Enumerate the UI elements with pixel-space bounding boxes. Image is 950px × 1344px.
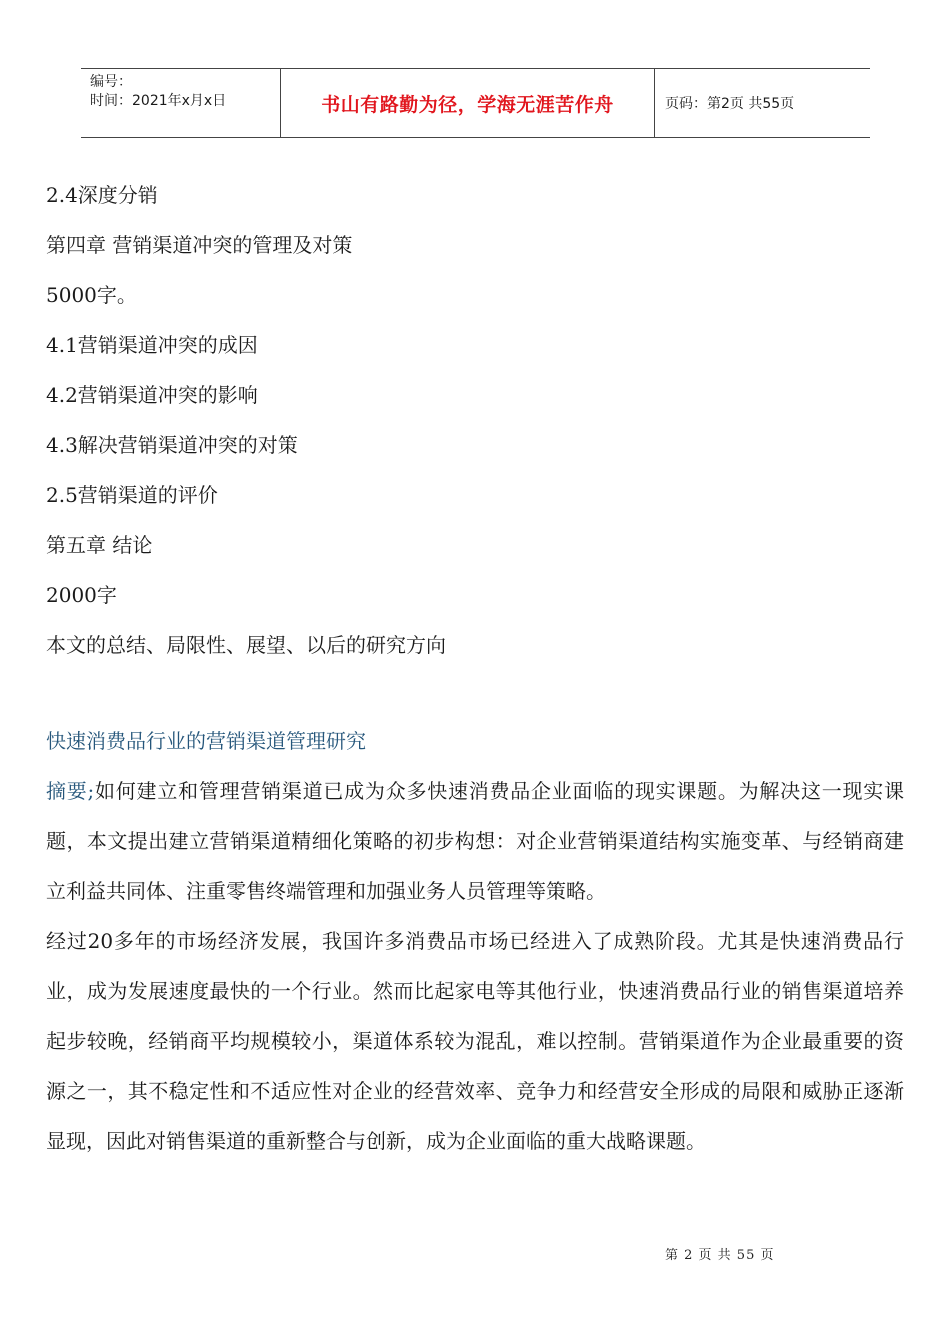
outline-item: 第五章 结论 bbox=[46, 533, 153, 557]
header-page-info: 页码：第2页 共55页 bbox=[665, 96, 795, 112]
outline-list bbox=[46, 170, 906, 670]
section-title: 快速消费品行业的营销渠道管理研究 bbox=[46, 729, 366, 753]
outline-item: 4.1营销渠道冲突的成因 bbox=[46, 333, 258, 357]
body-paragraph: 经过20多年的市场经济发展，我国许多消费品市场已经进入了成熟阶段。尤其是快速消费品行业，成为发展速度最快的一个行业。然而比起家电等其他行业，快速消费品行业的销售渠道培养起步较晚，经销商平均规模较小，渠道体系较为混乱，难以控制。营销渠道作为企业最重要的资源之一，其不稳定性和不适应性对企业的经营效率、竞争力和经营安全形成的局限和威胁正逐渐显现，因此对销售渠道的重新整合与创新，成为企业面临的重大战略课题。 bbox=[46, 929, 904, 1153]
outline-item: 4.2营销渠道冲突的影响 bbox=[46, 383, 258, 407]
outline-item: 第四章 营销渠道冲突的管理及对策 bbox=[46, 233, 353, 257]
outline-item: 2000字 bbox=[46, 583, 117, 607]
outline-item: 本文的总结、局限性、展望、以后的研究方向 bbox=[46, 633, 446, 657]
document-date: 时间：2021年x月x日 bbox=[90, 93, 227, 109]
outline-item: 2.5营销渠道的评价 bbox=[46, 483, 218, 507]
abstract-text: 如何建立和管理营销渠道已成为众多快速消费品企业面临的现实课题。为解决这一现实课题，本文提出建立营销渠道精细化策略的初步构想：对企业营销渠道结构实施变革、与经销商建立利益共同体、注重零售终端管理和加强业务人员管理等策略。 bbox=[46, 779, 904, 903]
header-meta bbox=[81, 69, 281, 137]
abstract-paragraph bbox=[46, 766, 904, 916]
outline-item: 4.3解决营销渠道冲突的对策 bbox=[46, 433, 298, 457]
abstract-label: 摘要; bbox=[46, 779, 95, 803]
page-footer: 第 2 页 共 55 页 bbox=[665, 1248, 775, 1263]
header-motto: 书山有路勤为径，学海无涯苦作舟 bbox=[281, 69, 655, 137]
outline-item: 2.4深度分销 bbox=[46, 183, 158, 207]
outline-item: 5000字。 bbox=[46, 283, 137, 307]
page-header bbox=[81, 68, 870, 138]
document-number-label: 编号： bbox=[90, 74, 132, 90]
